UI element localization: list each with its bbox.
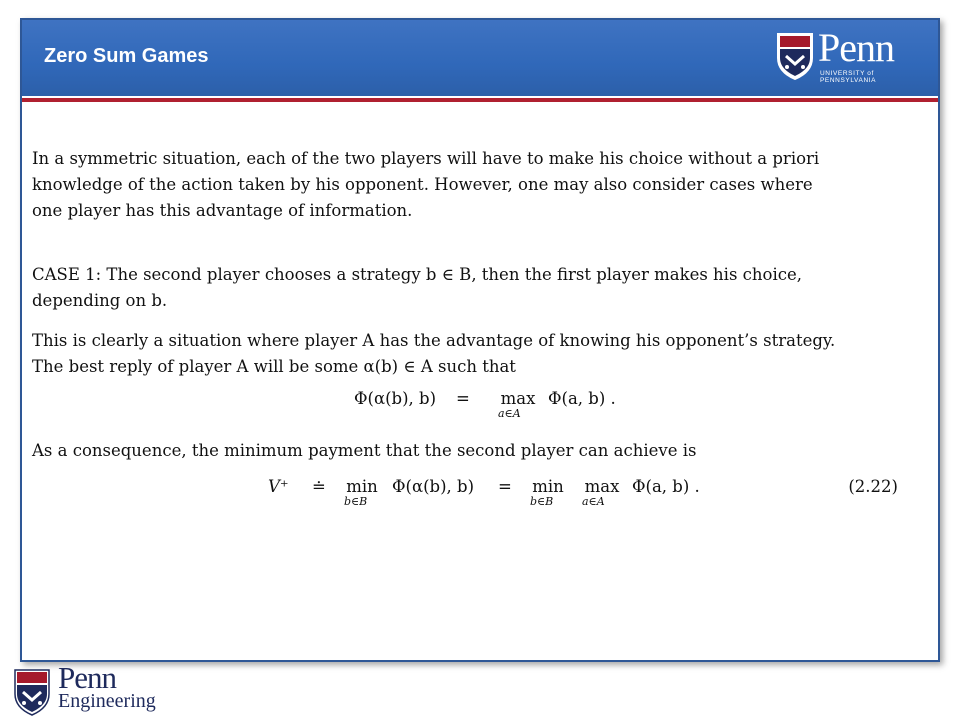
- intro-line-3: one player has this advantage of information.: [32, 201, 413, 220]
- slide-frame: [20, 18, 940, 662]
- intro-line-2: knowledge of the action taken by his opponent. However, one may also consider cases where: [32, 175, 813, 194]
- slide-content: [32, 146, 912, 518]
- penn-engineering-shield-icon: [12, 668, 52, 716]
- footer-penn-wordmark: Penn: [58, 660, 116, 695]
- eq2-min-subscript-1: b∈B: [344, 495, 368, 508]
- equation-number: (2.22): [848, 477, 898, 496]
- slide-title: Zero Sum Games: [44, 45, 209, 67]
- penn-header-logo: [776, 25, 926, 86]
- eq2-defeq: ≐: [312, 477, 326, 496]
- case1-line-1: CASE 1: The second player chooses a strategy b ∈ B, then the first player makes his choice,: [32, 265, 802, 284]
- paragraph-case-1: [32, 262, 912, 314]
- eq1-lhs: Φ(α(b), b): [354, 389, 437, 408]
- eq2-term-2: Φ(a, b) .: [632, 477, 700, 496]
- eq2-min-subscript-2: b∈B: [530, 495, 554, 508]
- paragraph-intro: [32, 146, 912, 224]
- penn-university-subtitle: UNIVERSITY of PENNSYLVANIA: [820, 70, 877, 84]
- title-bar: [22, 20, 938, 96]
- eq2-min-operator-2: min: [532, 477, 564, 496]
- eq2-equals: =: [498, 477, 512, 496]
- eq2-max-subscript: a∈A: [582, 495, 605, 508]
- paragraph-consequence: As a consequence, the minimum payment that the second player can achieve is: [32, 441, 697, 460]
- paragraph-best-reply: [32, 328, 912, 380]
- eq2-term-1: Φ(α(b), b): [392, 477, 475, 496]
- eq1-max-subscript: a∈A: [498, 407, 521, 420]
- eq1-equals: =: [456, 389, 470, 408]
- eq2-max-operator: max: [584, 477, 620, 496]
- best-reply-line-1: This is clearly a situation where player A has the advantage of knowing his opponent’s strategy.: [32, 331, 836, 350]
- eq2-lhs: V⁺: [268, 477, 289, 496]
- equation-best-reply: [32, 386, 912, 430]
- eq1-rhs: Φ(a, b) .: [548, 389, 616, 408]
- case1-line-2: depending on b.: [32, 291, 168, 310]
- eq2-min-operator-1: min: [346, 477, 378, 496]
- footer-engineering-wordmark: Engineering: [58, 690, 156, 712]
- penn-shield-icon: [776, 32, 814, 80]
- eq1-max-operator: max: [500, 389, 536, 408]
- best-reply-line-2: The best reply of player A will be some α(b) ∈ A such that: [32, 357, 516, 376]
- penn-engineering-logo: [12, 660, 162, 718]
- intro-line-1: In a symmetric situation, each of the two players will have to make his choice without a priori: [32, 149, 820, 168]
- equation-upper-value: [32, 474, 912, 518]
- penn-wordmark: Penn: [818, 25, 894, 70]
- title-red-rule: [22, 98, 938, 102]
